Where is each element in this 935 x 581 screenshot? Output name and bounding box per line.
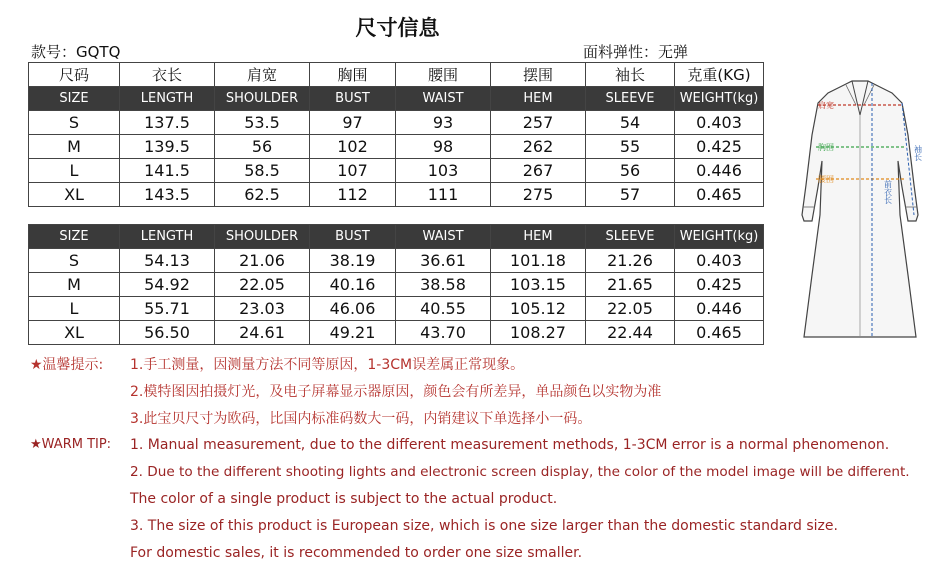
table-cell: XL [29, 321, 120, 345]
header-cell: 袖长 [586, 63, 675, 87]
table-cell: 23.03 [215, 297, 310, 321]
table-cell: 24.61 [215, 321, 310, 345]
table-cell: 111 [396, 183, 491, 207]
table-cell: M [29, 135, 120, 159]
page-title: 尺寸信息 [355, 16, 440, 40]
garment-diagram [790, 75, 930, 350]
table-cell: 53.5 [215, 111, 310, 135]
table-cell: 0.425 [675, 135, 764, 159]
header-cell: 腰围 [396, 63, 491, 87]
table-cell: S [29, 249, 120, 273]
header-cell: SIZE [29, 225, 120, 249]
size-table-cm [28, 62, 764, 207]
table-cell: 57 [586, 183, 675, 207]
table-cell: 137.5 [120, 111, 215, 135]
header-cell: SLEEVE [586, 87, 675, 111]
waist-label: 腰围 [818, 175, 834, 184]
note-en-2b: The color of a single product is subject to the actual product. [130, 491, 558, 507]
header-cell: WEIGHT(kg) [675, 225, 764, 249]
header-cell: WAIST [396, 225, 491, 249]
table-cell: 21.26 [586, 249, 675, 273]
table-cell: 54.13 [120, 249, 215, 273]
table-cell: 97 [310, 111, 396, 135]
header-cell: BUST [310, 87, 396, 111]
table-cell: 38.19 [310, 249, 396, 273]
header-cell: 肩宽 [215, 63, 310, 87]
table-header-en [29, 87, 764, 111]
table-cell: 103.15 [491, 273, 586, 297]
header-cell: WAIST [396, 87, 491, 111]
table-cell: 262 [491, 135, 586, 159]
table-row [29, 135, 764, 159]
header-cell: HEM [491, 225, 586, 249]
table-cell: 108.27 [491, 321, 586, 345]
bust-label: 胸围 [818, 143, 834, 152]
table-cell: 0.403 [675, 111, 764, 135]
table-cell: 101.18 [491, 249, 586, 273]
table-row [29, 249, 764, 273]
style-number: 款号：GQTQ [31, 43, 121, 61]
note-en-3: 3. The size of this product is European size, which is one size larger than the domestic standard size. [130, 518, 838, 534]
table-cell: 40.55 [396, 297, 491, 321]
table-cell: M [29, 273, 120, 297]
note-cn-1: 1.手工测量，因测量方法不同等原因，1-3CM误差属正常现象。 [130, 357, 525, 373]
table-cell: 257 [491, 111, 586, 135]
table-row [29, 183, 764, 207]
table-cell: 112 [310, 183, 396, 207]
table-cell: 22.44 [586, 321, 675, 345]
note-en-2: 2. Due to the different shooting lights and electronic screen display, the color of the model image will be different. [130, 464, 910, 480]
table-cell: 58.5 [215, 159, 310, 183]
table-cell: 21.06 [215, 249, 310, 273]
header-cell: 胸围 [310, 63, 396, 87]
note-en-3b: For domestic sales, it is recommended to order one size smaller. [130, 545, 583, 561]
table-row [29, 321, 764, 345]
table-cell: 0.465 [675, 183, 764, 207]
table-cell: 54.92 [120, 273, 215, 297]
table-cell: L [29, 297, 120, 321]
table-cell: 55 [586, 135, 675, 159]
header-cell: SHOULDER [215, 225, 310, 249]
sleeve-label: 袖长 [913, 145, 923, 161]
note-cn-2: 2.模特图因拍摄灯光，及电子屏幕显示器原因，颜色会有所差异，单品颜色以实物为准 [130, 384, 662, 400]
table-cell: 0.403 [675, 249, 764, 273]
table-row [29, 111, 764, 135]
table-cell: 36.61 [396, 249, 491, 273]
table-row [29, 297, 764, 321]
table-header-en [29, 225, 764, 249]
table-cell: 56.50 [120, 321, 215, 345]
table-cell: 0.425 [675, 273, 764, 297]
table-cell: 55.71 [120, 297, 215, 321]
table-cell: 56 [215, 135, 310, 159]
header-cell: HEM [491, 87, 586, 111]
note-en-1: 1. Manual measurement, due to the different measurement methods, 1-3CM error is a normal phenomenon. [130, 437, 890, 453]
table-row [29, 273, 764, 297]
header-cell: 衣长 [120, 63, 215, 87]
table-cell: XL [29, 183, 120, 207]
front-length-label: 前衣长 [883, 180, 893, 204]
table-cell: 54 [586, 111, 675, 135]
size-table-inch [28, 224, 764, 345]
note-cn-3: 3.此宝贝尺寸为欧码，比国内标准码数大一码，内销建议下单选择小一码。 [130, 411, 592, 427]
table-cell: 143.5 [120, 183, 215, 207]
table-cell: S [29, 111, 120, 135]
table-cell: 43.70 [396, 321, 491, 345]
fabric-elasticity: 面料弹性：无弹 [583, 43, 689, 61]
header-cell: 摆围 [491, 63, 586, 87]
table-cell: 0.465 [675, 321, 764, 345]
header-cell: LENGTH [120, 87, 215, 111]
table-cell: 139.5 [120, 135, 215, 159]
shoulder-label: 肩宽 [818, 101, 834, 110]
warm-tip-label-cn: ★温馨提示: [30, 357, 104, 373]
table-cell: 21.65 [586, 273, 675, 297]
table-cell: 141.5 [120, 159, 215, 183]
header-cell: LENGTH [120, 225, 215, 249]
header-cell: SIZE [29, 87, 120, 111]
table-cell: 49.21 [310, 321, 396, 345]
header-cell: BUST [310, 225, 396, 249]
table-cell: 275 [491, 183, 586, 207]
header-cell: 尺码 [29, 63, 120, 87]
header-cell: SHOULDER [215, 87, 310, 111]
table-cell: 38.58 [396, 273, 491, 297]
table-cell: 62.5 [215, 183, 310, 207]
header-cell: WEIGHT(kg) [675, 87, 764, 111]
header-cell: SLEEVE [586, 225, 675, 249]
table-cell: 46.06 [310, 297, 396, 321]
table-cell: 56 [586, 159, 675, 183]
table-header-cn [29, 63, 764, 87]
table-cell: 103 [396, 159, 491, 183]
table-cell: 93 [396, 111, 491, 135]
table-cell: 98 [396, 135, 491, 159]
table-cell: 22.05 [586, 297, 675, 321]
warm-tip-label-en: ★WARM TIP: [30, 437, 112, 452]
header-cell: 克重(KG) [675, 63, 764, 87]
table-cell: 0.446 [675, 159, 764, 183]
table-cell: 0.446 [675, 297, 764, 321]
table-row [29, 159, 764, 183]
table-cell: 107 [310, 159, 396, 183]
table-cell: 105.12 [491, 297, 586, 321]
table-cell: 40.16 [310, 273, 396, 297]
table-cell: 102 [310, 135, 396, 159]
table-cell: 22.05 [215, 273, 310, 297]
table-cell: L [29, 159, 120, 183]
table-cell: 267 [491, 159, 586, 183]
